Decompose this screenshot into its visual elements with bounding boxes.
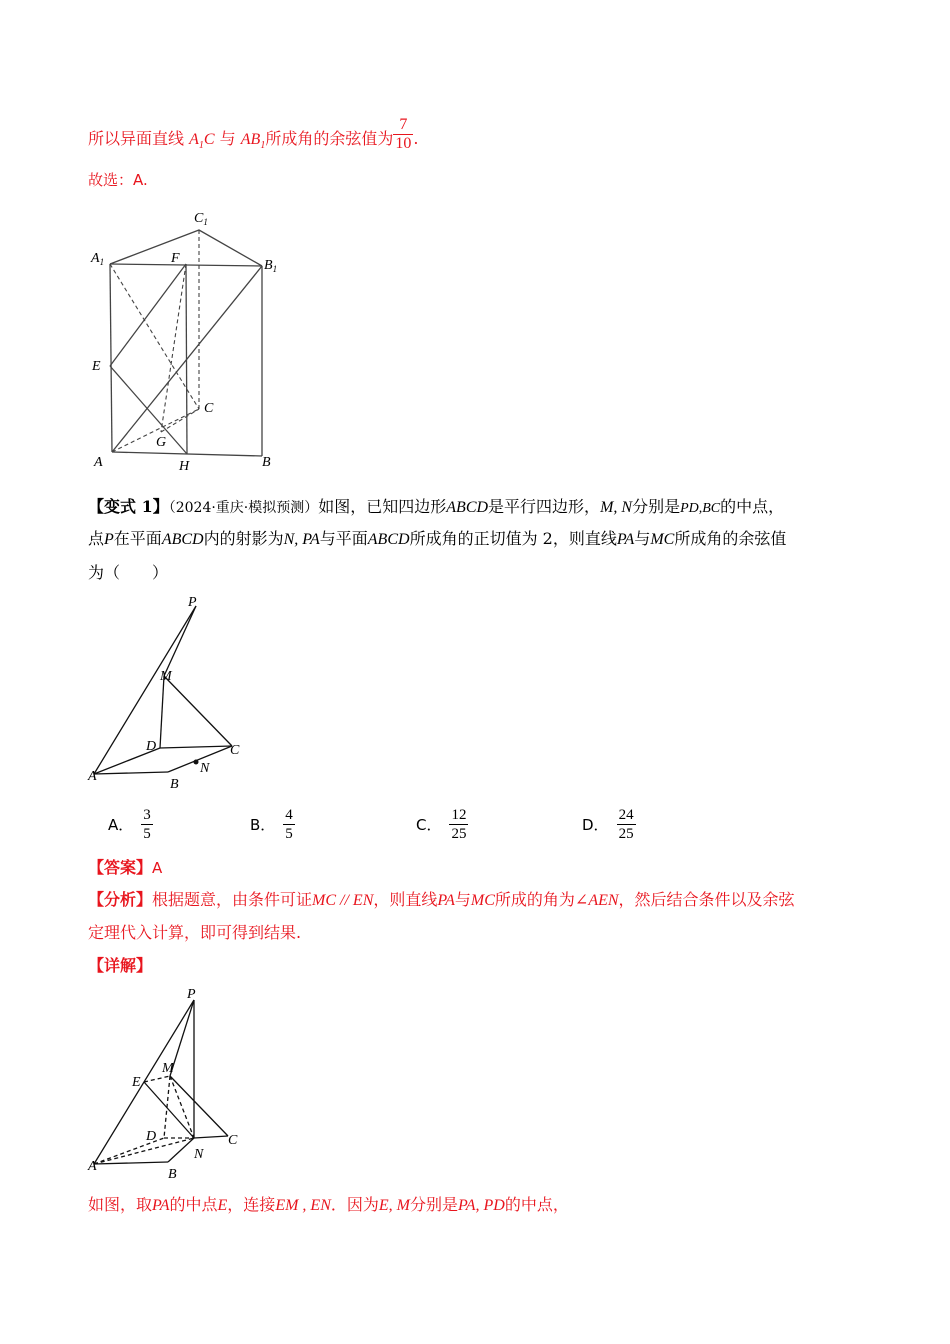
label-b: B <box>170 777 179 792</box>
analysis-line-2: 定理代入计算，即可得到结果. <box>88 923 302 942</box>
solution-line-1: 如图，取PA的中点E，连接EM , EN．因为E, M分别是PA, PD的中点， <box>88 1195 569 1214</box>
conclusion-line <box>88 116 419 157</box>
answer-line <box>88 857 162 879</box>
label-g: G <box>156 435 167 450</box>
conclusion-prefix: 所以异面直线 <box>88 129 185 148</box>
label-a: A <box>88 1159 97 1174</box>
label-a1: $A_1$ <box>91 251 105 267</box>
label-h: H <box>179 459 190 474</box>
option-a[interactable]: A． $\frac{3}{5}$ <box>108 807 151 842</box>
line-ab1: $AB_1$ <box>240 131 266 152</box>
variant-line-3: 为（ ） <box>88 563 169 582</box>
pyramid-lines <box>94 606 232 774</box>
label-d: D <box>146 739 157 754</box>
label-p: P <box>188 595 197 610</box>
analysis-line-1: 【分析】根据题意，由条件可证MC // EN，则直线PA与MC所成的角为∠AEN，然后结合条件以及余弦 <box>88 890 795 909</box>
variant-source: （2024·重庆·模拟预测） <box>168 500 319 516</box>
label-c: C <box>228 1133 238 1148</box>
label-b: B <box>262 455 271 470</box>
label-d: D <box>146 1129 157 1144</box>
label-a: A <box>88 769 97 784</box>
label-b: B <box>168 1167 177 1182</box>
conclusion-end: . <box>413 129 419 148</box>
option-b[interactable]: B． $\frac{4}{5}$ <box>250 807 293 842</box>
prism-lines <box>110 230 262 456</box>
option-c[interactable]: C． $\frac{12}{25}$ <box>416 807 467 842</box>
cosine-fraction: $\frac{7}{10}$ <box>395 116 412 152</box>
label-c: C <box>204 401 214 416</box>
detail-tag: 【详解】 <box>88 956 153 975</box>
label-p: P <box>187 987 196 1002</box>
solution-lines <box>94 1000 228 1164</box>
solution-figure <box>86 978 256 1188</box>
point-n <box>194 760 199 765</box>
label-n: N <box>200 761 210 776</box>
variant-tag: 【变式 1】 <box>88 497 169 516</box>
variant-line-1: 【变式 1】（2024·重庆·模拟预测）如图，已知四边形ABCD是平行四边形，M, N分别是PD,BC的中点， <box>88 497 785 516</box>
label-a: A <box>94 455 103 470</box>
label-m: M <box>162 1061 174 1076</box>
answer-tag: 【答案】 <box>88 858 153 877</box>
label-c1: $C_1$ <box>194 211 208 227</box>
pyramid-figure <box>86 588 256 798</box>
option-d[interactable]: D． $\frac{24}{25}$ <box>582 807 634 842</box>
answer-value: A <box>152 859 163 877</box>
label-f: F <box>171 251 180 266</box>
label-c: C <box>230 743 240 758</box>
label-m: M <box>160 669 172 684</box>
label-b1: $B_1$ <box>264 258 278 274</box>
label-e: E <box>132 1075 141 1090</box>
label-e: E <box>92 359 101 374</box>
label-n: N <box>194 1147 204 1162</box>
prism-figure <box>86 206 286 476</box>
line-a1c: $A_1C$ <box>189 131 215 152</box>
variant-line-2: 点P在平面ABCD内的射影为N, PA与平面ABCD所成角的正切值为 2，则直线PA与MC所成角的余弦值 <box>88 529 787 548</box>
choice-line: 故选：A. <box>88 171 148 189</box>
conclusion-mid: 与 <box>219 129 236 148</box>
conclusion-suffix: 所成角的余弦值为 <box>265 129 394 148</box>
analysis-tag: 【分析】 <box>88 890 153 909</box>
